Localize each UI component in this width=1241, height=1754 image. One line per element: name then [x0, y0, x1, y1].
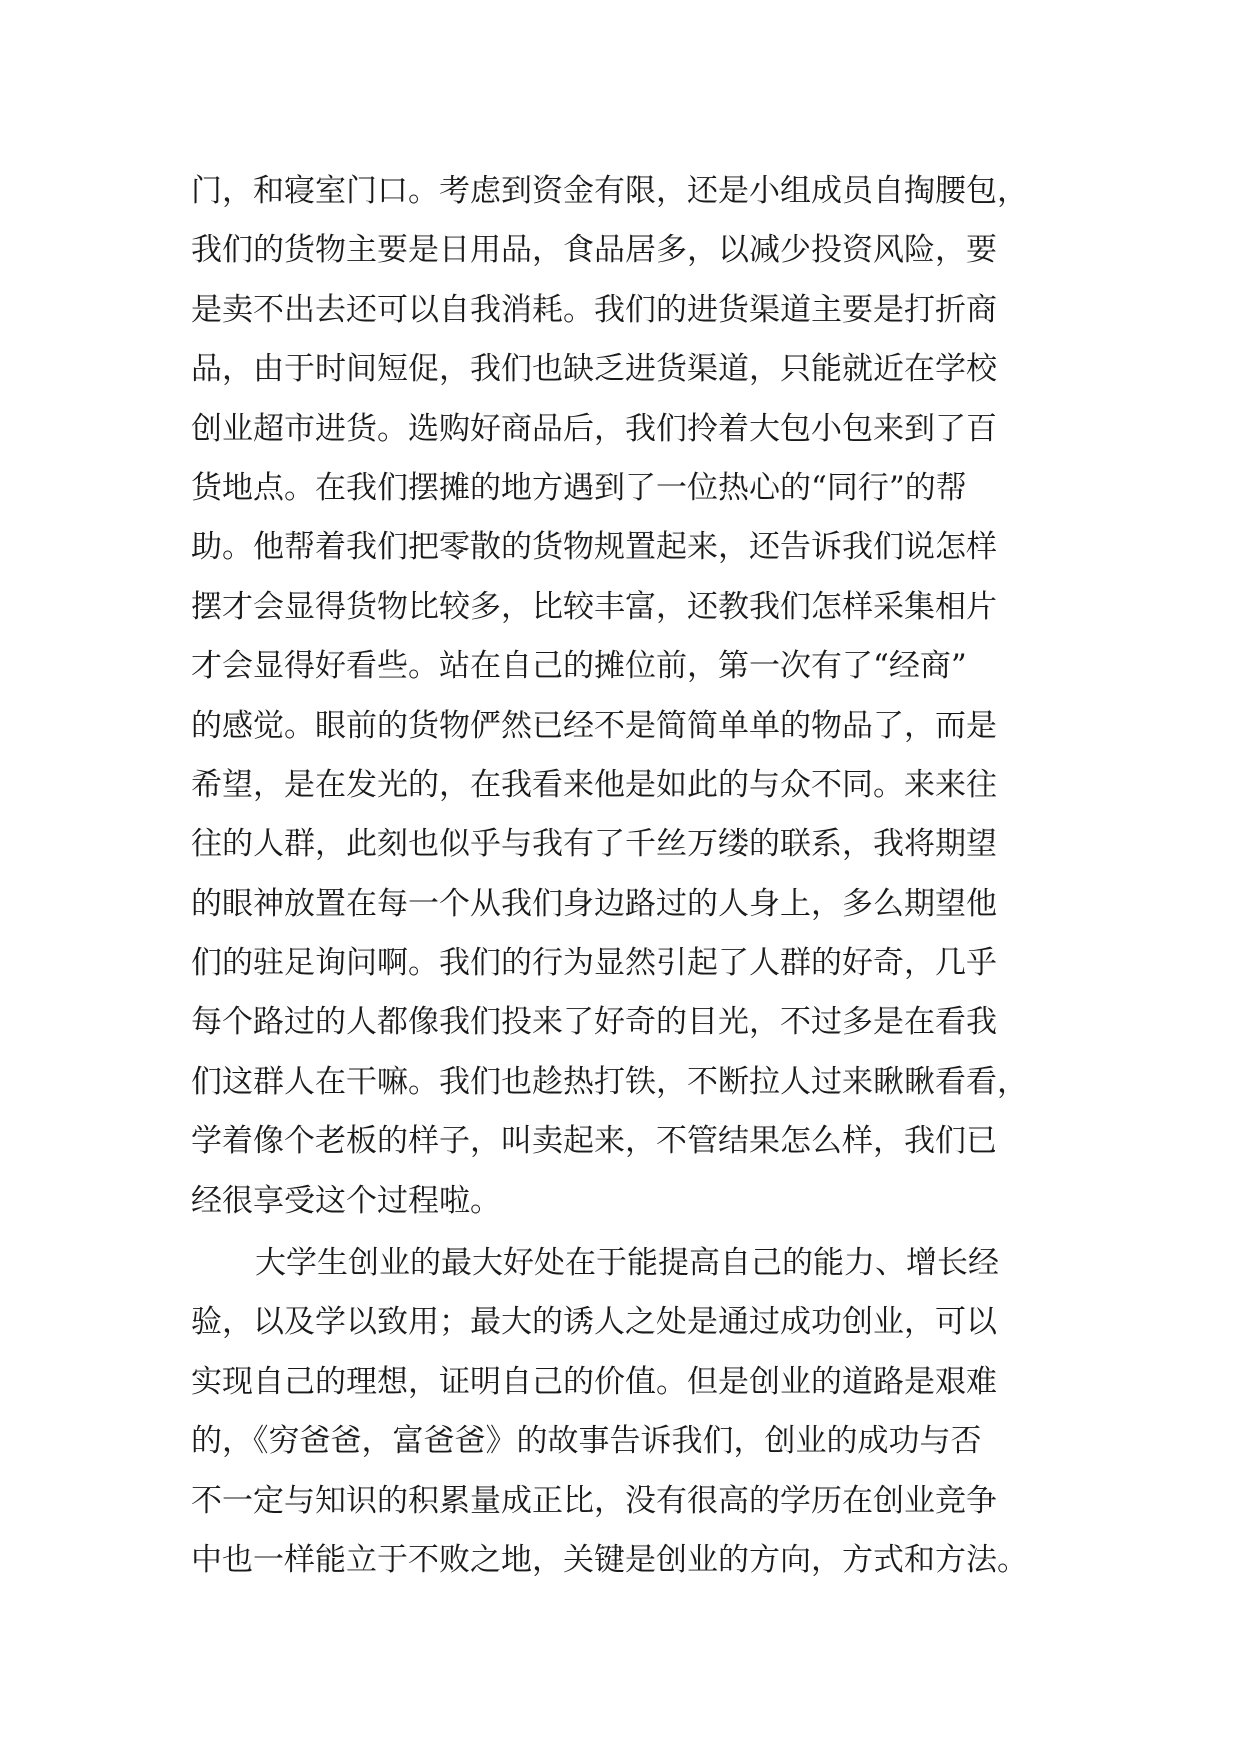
text-line: 我们的货物主要是日用品，食品居多，以减少投资风险，要 [191, 232, 997, 269]
text-line: 门，和寝室门口。考虑到资金有限，还是小组成员自掏腰包， [191, 173, 1028, 209]
body-text [191, 162, 1051, 1590]
text-line: 学着像个老板的样子，叫卖起来，不管结果怎么样，我们已 [191, 1123, 997, 1160]
text-line: 是卖不出去还可以自我消耗。我们的进货渠道主要是打折商 [191, 291, 997, 328]
text-line: 的，《穷爸爸，富爸爸》的故事告诉我们，创业的成功与否 [191, 1423, 982, 1460]
text-line: 不一定与知识的积累量成正比，没有很高的学历在创业竞争 [191, 1482, 997, 1519]
text-line: 助。他帮着我们把零散的货物规置起来，还告诉我们说怎样 [191, 529, 997, 566]
text-line: 经很享受这个过程啦。 [191, 1182, 501, 1219]
text-line: 的眼神放置在每一个从我们身边路过的人身上，多么期望他 [191, 885, 997, 922]
text-line: 创业超市进货。选购好商品后，我们拎着大包小包来到了百 [191, 410, 997, 447]
text-line: 中也一样能立于不败之地，关键是创业的方向，方式和方法。 [191, 1541, 1028, 1578]
text-line: 摆才会显得货物比较多，比较丰富，还教我们怎样采集相片 [191, 588, 997, 625]
text-line: 往的人群，此刻也似乎与我有了千丝万缕的联系，我将期望 [191, 826, 997, 863]
text-line: 们这群人在干嘛。我们也趁热打铁，不断拉人过来瞅瞅看看， [191, 1063, 1028, 1100]
text-line: 们的驻足询问啊。我们的行为显然引起了人群的好奇，几乎 [191, 945, 997, 982]
text-line: 货地点。在我们摆摊的地方遇到了一位热心的“同行”的帮 [191, 469, 967, 506]
text-line: 大学生创业的最大好处在于能提高自己的能力、增长经 [255, 1245, 999, 1282]
text-line: 希望，是在发光的，在我看来他是如此的与众不同。来来往 [191, 766, 997, 803]
text-line: 才会显得好看些。站在自己的摊位前，第一次有了“经商” [191, 648, 967, 685]
text-line: 每个路过的人都像我们投来了好奇的目光，不过多是在看我 [191, 1004, 997, 1041]
text-line: 验，以及学以致用；最大的诱人之处是通过成功创业，可以 [191, 1304, 997, 1341]
text-line: 的感觉。眼前的货物俨然已经不是简简单单的物品了，而是 [191, 707, 997, 744]
paragraph-2 [191, 1234, 1051, 1590]
paragraph-1 [191, 162, 1051, 1231]
text-line: 实现自己的理想，证明自己的价值。但是创业的道路是艰难 [191, 1363, 997, 1400]
text-line: 品，由于时间短促，我们也缺乏进货渠道，只能就近在学校 [191, 351, 997, 388]
